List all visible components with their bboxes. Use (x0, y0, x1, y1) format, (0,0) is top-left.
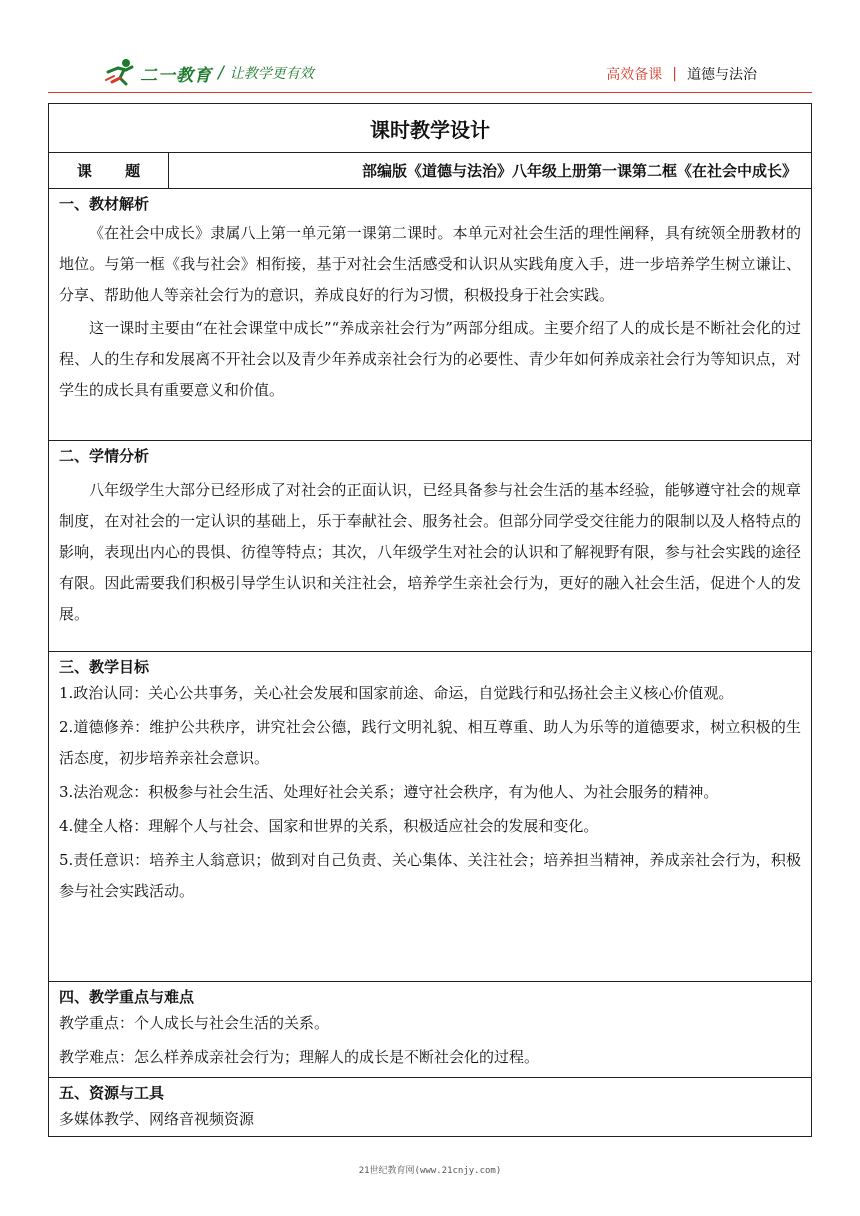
header-tags (606, 64, 757, 84)
brand-name: 二一教育 (140, 65, 212, 86)
brand-slash: / (218, 63, 224, 83)
section-teaching-goals (49, 652, 811, 982)
goal-item: 5.责任意识：培养主人翁意识；做到对自己负责、关心集体、关注社会；培养担当精神，养成亲社会行为，积极参与社会实践活动。 (59, 851, 801, 900)
runner-icon (104, 58, 138, 88)
resource-text: 多媒体教学、网络音视频资源 (59, 1110, 255, 1128)
section-heading: 一、教材解析 (59, 195, 150, 213)
key-point: 教学重点：个人成长与社会生活的关系。 (59, 1014, 330, 1032)
header-separator: | (672, 66, 677, 82)
doc-title: 课时教学设计 (49, 104, 811, 153)
section-paragraph: 八年级学生大部分已经形成了对社会的正面认识，已经具备参与社会生活的基本经验，能够遵守社会的规章制度，在对社会的一定认识的基础上，乐于奉献社会、服务社会。但部分同学受交往能力的限制以及人格特点的影响，表现出内心的畏惧、彷徨等特点；其次，八年级学生对社会的认识和了解视野有限，参与社会实践的途径有限。因此需要我们积极引导学生认识和关注社会，培养学生亲社会行为，更好的融入社会生活，促进个人的发展。 (59, 481, 801, 623)
section-resources (49, 1078, 811, 1136)
goal-item: 1.政治认同：关心公共事务，关心社会发展和国家前途、命运，自觉践行和弘扬社会主义核心价值观。 (59, 684, 734, 702)
section-textbook-analysis (49, 189, 811, 441)
topic-label: 课 题 (49, 153, 169, 188)
brand-logo[interactable] (104, 58, 314, 88)
header-divider (48, 92, 812, 93)
page-footer[interactable]: 21世纪教育网(www.21cnjy.com) (358, 1166, 502, 1176)
section-key-points (49, 982, 811, 1078)
goal-item: 4.健全人格：理解个人与社会、国家和世界的关系，积极适应社会的发展和变化。 (59, 817, 599, 835)
topic-value: 部编版《道德与法治》八年级上册第一课第二框《在社会中成长》 (361, 162, 797, 180)
section-heading: 五、资源与工具 (59, 1084, 165, 1102)
section-student-analysis (49, 441, 811, 652)
goal-item: 3.法治观念：积极参与社会生活、处理好社会关系；遵守社会秩序，有为他人、为社会服务的精神。 (59, 783, 719, 801)
header-tag-prep: 高效备课 (606, 67, 663, 83)
difficult-point: 教学难点：怎么样养成亲社会行为；理解人的成长是不断社会化的过程。 (59, 1048, 540, 1066)
brand-slogan: 让教学更有效 (229, 66, 314, 82)
topic-row (49, 153, 811, 189)
section-heading: 二、学情分析 (59, 447, 150, 465)
section-paragraph: 这一课时主要由“在社会课堂中成长”“养成亲社会行为”两部分组成。主要介绍了人的成长是不断社会化的过程、人的生存和发展离不开社会以及青少年养成亲社会行为的必要性、青少年如何养成亲社会行为等知识点，对学生的成长具有重要意义和价值。 (59, 319, 801, 399)
section-heading: 四、教学重点与难点 (59, 988, 195, 1006)
page-header (0, 0, 860, 100)
section-heading: 三、教学目标 (59, 658, 150, 676)
goal-item: 2.道德修养：维护公共秩序，讲究社会公德，践行文明礼貌、相互尊重、助人为乐等的道德要求，树立积极的生活态度，初步培养亲社会意识。 (59, 718, 801, 767)
header-tag-subject: 道德与法治 (687, 67, 757, 83)
section-paragraph: 《在社会中成长》隶属八上第一单元第一课第二课时。本单元对社会生活的理性阐释，具有统领全册教材的地位。与第一框《我与社会》相衔接，基于对社会生活感受和认识从实践角度入手，进一步培养学生树立谦让、分享、帮助他人等亲社会行为的意识，养成良好的行为习惯，积极投身于社会实践。 (59, 224, 801, 304)
lesson-design-table (48, 103, 812, 1137)
